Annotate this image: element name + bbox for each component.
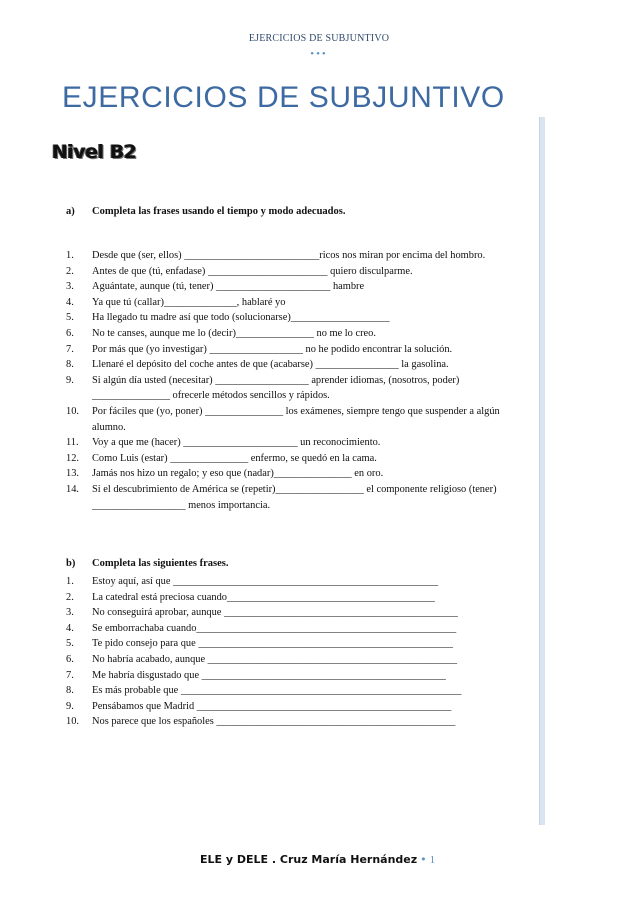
exercise-number: 8. [66, 359, 74, 371]
exercise-text: Nos parece que los españoles ______________________________________________ [92, 716, 456, 728]
exercise-text: Si algún día usted (necesitar) __________________ aprender idiomas, (nosotros, poder) _______________ ofrecerle métodos sencillos y rápidos. [92, 374, 460, 402]
exercise-text: Es más probable que ______________________________________________________ [92, 685, 462, 697]
exercise-item [66, 699, 526, 715]
exercise-text: Me habría disgustado que _______________________________________________ [92, 669, 446, 681]
exercise-item [66, 264, 526, 280]
section-a-list [66, 248, 526, 513]
exercise-number: 4. [66, 622, 74, 634]
exercise-item [66, 621, 526, 637]
exercise-item [66, 357, 526, 373]
exercise-number: 12. [66, 452, 79, 464]
exercise-item [66, 636, 526, 652]
section-b-letter: b) [66, 558, 76, 569]
exercise-text: Antes de que (tú, enfadase) _______________________ quiero disculparme. [92, 265, 413, 277]
exercise-text: Aguántate, aunque (tú, tener) ______________________ hambre [92, 281, 365, 293]
section-a-heading [66, 206, 345, 217]
section-a-instruction: Completa las frases usando el tiempo y modo adecuados. [92, 206, 346, 217]
exercise-item [66, 652, 526, 668]
exercise-text: Si el descubrimiento de América se (repetir)_________________ el componente religioso (tener) __________________ menos importancia. [92, 483, 497, 511]
exercise-text: Como Luis (estar) _______________ enfermo, se quedó en la cama. [92, 452, 377, 464]
section-a-letter: a) [66, 206, 75, 217]
section-b-list [66, 574, 526, 730]
exercise-number: 9. [66, 374, 74, 386]
exercise-number: 1. [66, 250, 74, 261]
exercise-number: 6. [66, 653, 74, 665]
exercise-text: Llenaré el depósito del coche antes de que (acabarse) ________________ la gasolina. [92, 359, 449, 371]
exercise-number: 6. [66, 327, 74, 339]
exercise-item [66, 574, 526, 590]
exercise-text: Se emborrachaba cuando__________________________________________________ [92, 622, 457, 634]
section-b-instruction: Completa las siguientes frases. [92, 558, 229, 569]
exercise-item [66, 404, 526, 435]
page-number: 1 [429, 854, 436, 866]
exercise-text: Desde que (ser, ellos) __________________________ricos nos miran por encima del hombro. [92, 250, 486, 261]
document-title: EJERCICIOS DE SUBJUNTIVO [62, 81, 505, 114]
exercise-text: Voy a que me (hacer) ______________________ un reconocimiento. [92, 437, 381, 449]
exercise-number: 10. [66, 716, 79, 728]
exercise-item [66, 714, 526, 730]
exercise-number: 5. [66, 312, 74, 324]
exercise-item [66, 466, 526, 482]
exercise-text: Ha llegado tu madre así que todo (solucionarse)___________________ [92, 312, 390, 324]
exercise-number: 8. [66, 685, 74, 697]
exercise-item [66, 295, 526, 311]
level-badge: Nivel B2 [52, 141, 137, 163]
exercise-number: 1. [66, 576, 74, 587]
exercise-number: 13. [66, 468, 79, 480]
exercise-number: 5. [66, 638, 74, 650]
exercise-item [66, 605, 526, 621]
exercise-text: Estoy aquí, así que ___________________________________________________ [92, 576, 439, 587]
footer [200, 853, 435, 866]
exercise-text: Te pido consejo para que _________________________________________________ [92, 638, 453, 650]
exercise-number: 11. [66, 437, 79, 449]
exercise-number: 3. [66, 607, 74, 619]
side-accent-bar [539, 117, 545, 825]
exercise-item [66, 683, 526, 699]
exercise-item [66, 668, 526, 684]
exercise-item [66, 435, 526, 451]
exercise-text: Ya que tú (callar)______________, hablaré yo [92, 296, 286, 308]
exercise-number: 2. [66, 591, 74, 603]
exercise-text: No te canses, aunque me lo (decir)_______________ no me lo creo. [92, 327, 376, 339]
footer-author: ELE y DELE . Cruz María Hernández [200, 853, 418, 866]
exercise-item [66, 451, 526, 467]
exercise-item [66, 279, 526, 295]
exercise-number: 7. [66, 669, 74, 681]
exercise-number: 9. [66, 700, 74, 712]
exercise-text: Pensábamos que Madrid _________________________________________________ [92, 700, 452, 712]
exercise-text: Por fáciles que (yo, poner) _______________ los exámenes, siempre tengo que suspender a algún alumno. [92, 405, 500, 433]
exercise-item [66, 373, 526, 404]
footer-separator: • [420, 853, 427, 866]
exercise-number: 2. [66, 265, 74, 277]
running-header: EJERCICIOS DE SUBJUNTIVO [248, 33, 390, 44]
exercise-item [66, 482, 526, 513]
exercise-text: No conseguirá aprobar, aunque _____________________________________________ [92, 607, 458, 619]
exercise-item [66, 310, 526, 326]
header-dots: ••• [310, 48, 328, 60]
exercise-item [66, 248, 526, 264]
section-b-heading [66, 558, 229, 569]
exercise-text: La catedral está preciosa cuando________________________________________ [92, 591, 435, 603]
exercise-item [66, 326, 526, 342]
exercise-item [66, 590, 526, 606]
exercise-number: 4. [66, 296, 74, 308]
exercise-number: 10. [66, 405, 79, 417]
exercise-number: 14. [66, 483, 79, 495]
exercise-text: Por más que (yo investigar) __________________ no he podido encontrar la solución. [92, 343, 453, 355]
exercise-number: 7. [66, 343, 74, 355]
exercise-text: Jamás nos hizo un regalo; y eso que (nadar)_______________ en oro. [92, 468, 384, 480]
exercise-text: No habría acabado, aunque ________________________________________________ [92, 653, 458, 665]
exercise-number: 3. [66, 281, 74, 293]
exercise-item [66, 342, 526, 358]
